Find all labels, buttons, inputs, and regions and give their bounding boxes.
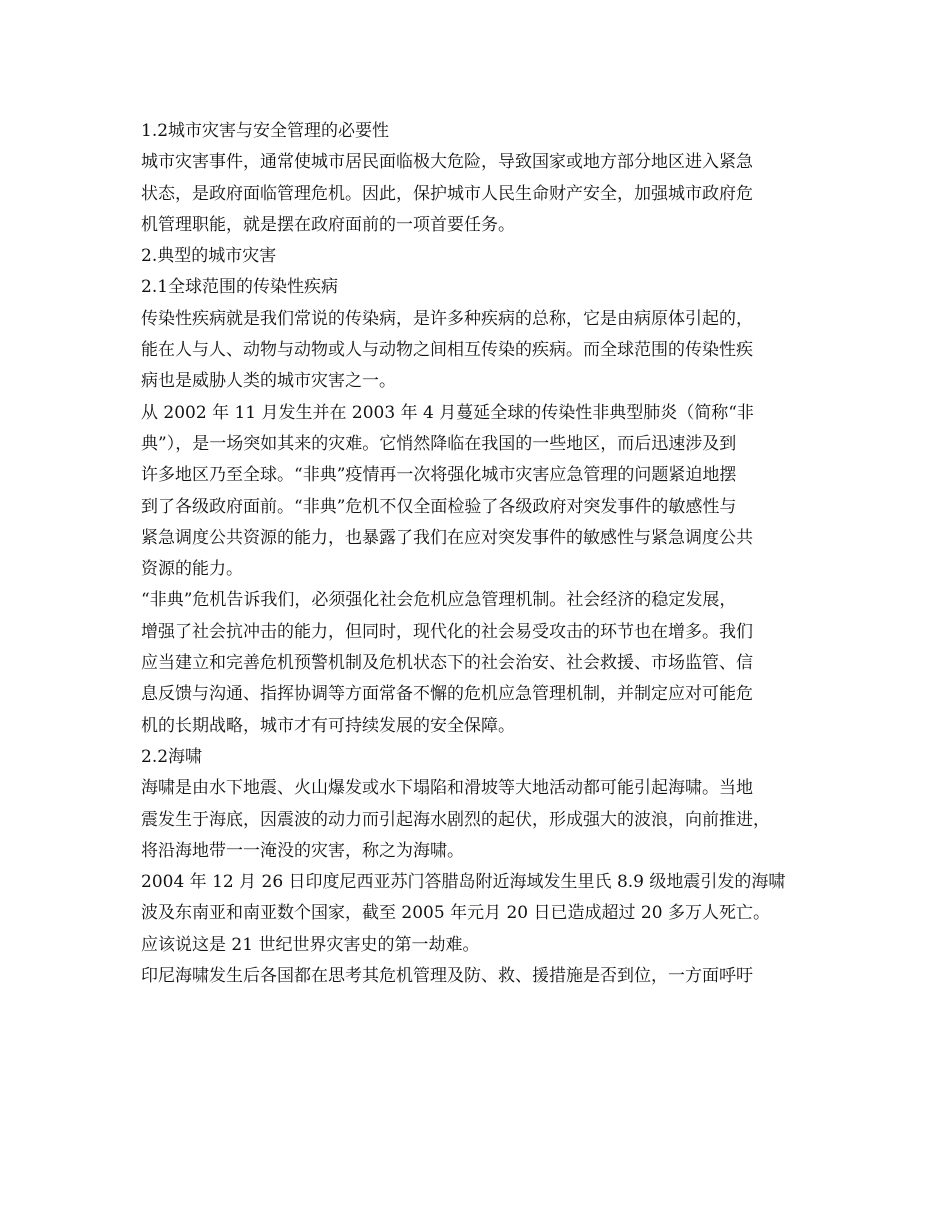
text-line: 到了各级政府面前。“非典”危机不仅全面检验了各级政府对突发事件的敏感性与 (141, 496, 737, 517)
text-line: 典”），是一场突如其来的灾难。它悄然降临在我国的一些地区，而后迅速涉及到 (141, 433, 737, 454)
text-line: 资源的能力。 (141, 559, 243, 580)
text-line: 波及东南亚和南亚数个国家，截至 2005 年元月 20 日已造成超过 20 多万人死亡。 (141, 903, 770, 924)
text-line: 2004 年 12 月 26 日印度尼西亚苏门答腊岛附近海域发生里氏 8.9 级地震引发的海啸 (141, 872, 786, 893)
text-line: 病也是威胁人类的城市灾害之一。 (141, 371, 396, 392)
text-line: 紧急调度公共资源的能力，也暴露了我们在应对突发事件的敏感性与紧急调度公共 (141, 527, 753, 548)
section-heading-2-2: 2.2海啸 (141, 746, 203, 767)
section-heading-2-1: 2.1全球范围的传染性疾病 (141, 277, 339, 298)
text-line: 应该说这是 21 世纪世界灾害史的第一劫难。 (141, 934, 480, 955)
text-line: 应当建立和完善危机预警机制及危机状态下的社会治安、社会救援、市场监管、信 (141, 653, 753, 674)
section-heading-1-2: 1.2城市灾害与安全管理的必要性 (141, 121, 390, 141)
text-line: 印尼海啸发生后各国都在思考其危机管理及防、救、援措施是否到位，一方面呼吁 (141, 966, 753, 987)
text-line: 能在人与人、动物与动物或人与动物之间相互传染的疾病。而全球范围的传染性疾 (141, 340, 753, 361)
text-line: 机管理职能，就是摆在政府面前的一项首要任务。 (141, 214, 515, 235)
text-line: 状态，是政府面临管理危机。因此，保护城市人民生命财产安全，加强城市政府危 (141, 183, 753, 204)
text-line: 息反馈与沟通、指挥协调等方面常备不懈的危机应急管理机制，并制定应对可能危 (141, 684, 753, 705)
text-line: 震发生于海底，因震波的动力而引起海水剧烈的起伏，形成强大的波浪，向前推进， (141, 809, 770, 830)
section-heading-2: 2.典型的城市灾害 (141, 246, 277, 267)
text-line: 许多地区乃至全球。“非典”疫情再一次将强化城市灾害应急管理的问题紧迫地摆 (141, 465, 737, 486)
text-line: 增强了社会抗冲击的能力，但同时，现代化的社会易受攻击的环节也在增多。我们 (141, 621, 753, 642)
text-line: 机的长期战略，城市才有可持续发展的安全保障。 (141, 715, 515, 736)
text-line: “非典”危机告诉我们，必须强化社会危机应急管理机制。社会经济的稳定发展， (141, 590, 737, 611)
text-line: 从 2002 年 11 月发生并在 2003 年 4 月蔓延全球的传染性非典型肺炎（简称“非 (141, 402, 754, 423)
text-line: 传染性疾病就是我们常说的传染病，是许多种疾病的总称，它是由病原体引起的， (141, 308, 753, 329)
document-body (141, 116, 813, 992)
text-line: 将沿海地带一一淹没的灾害，称之为海啸。 (141, 840, 464, 861)
text-line: 城市灾害事件，通常使城市居民面临极大危险，导致国家或地方部分地区进入紧急 (141, 152, 753, 173)
text-line: 海啸是由水下地震、火山爆发或水下塌陷和滑坡等大地活动都可能引起海啸。当地 (141, 778, 753, 799)
